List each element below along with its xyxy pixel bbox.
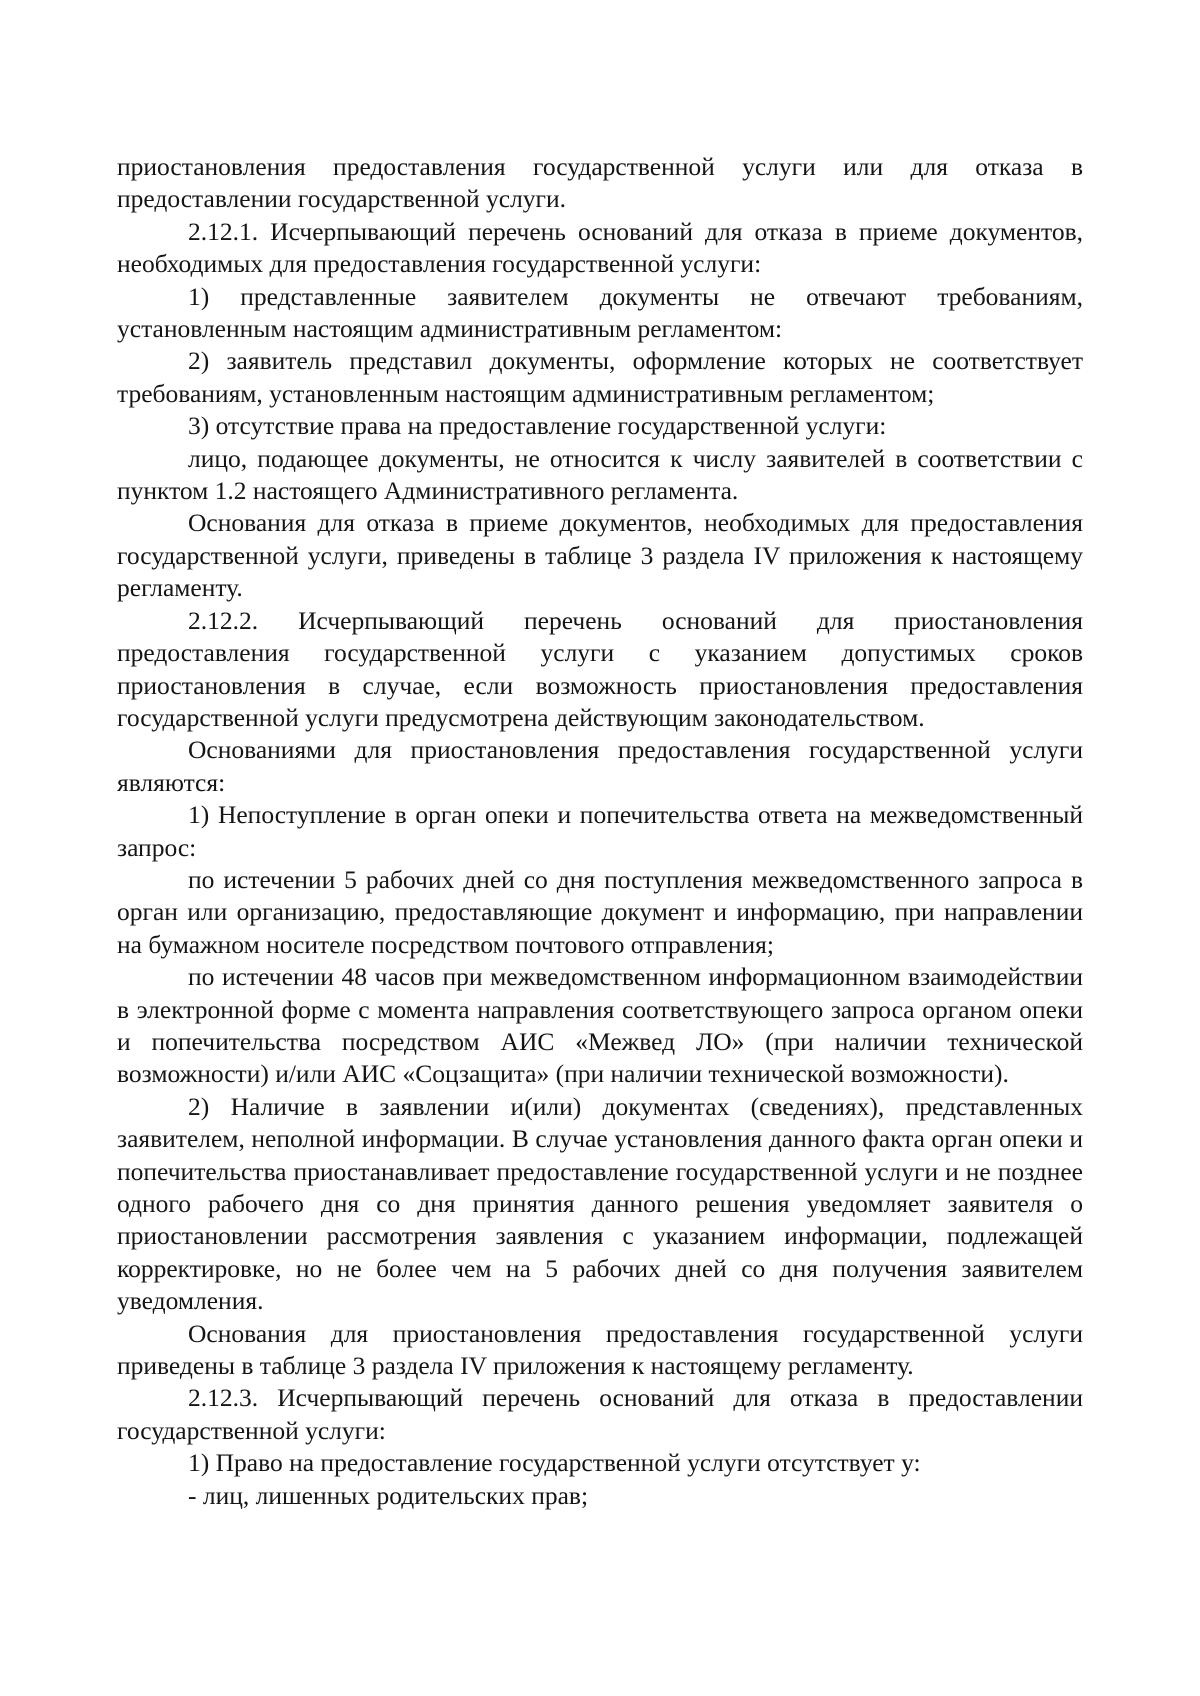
paragraph-2-12-3: 2.12.3. Исчерпывающий перечень оснований для отказа в предоставлении государственной услуги:: [117, 1383, 1083, 1445]
paragraph-paper-request: по истечении 5 рабочих дней со дня поступления межведомственного запроса в орган или организацию, предоставляющие документ и информацию, при направлении на бумажном носителе посредством почтового отправления;: [117, 864, 1083, 959]
paragraph-2-12-2: 2.12.2. Исчерпывающий перечень оснований для приостановления предоставления государственной услуги с указанием допустимых сроков приостановления в случае, если возможность приостановления предоставления государственной услуги предусмотрена действующим законодательством.: [117, 605, 1083, 732]
paragraph-suspension-grounds-intro: Основаниями для приостановления предоставления государственной услуги являются:: [117, 735, 1083, 797]
paragraph-refusal-grounds: Основания для отказа в приеме документов, необходимых для предоставления государственной услуги, приведены в таблице 3 раздела IV приложения к настоящему регламенту.: [117, 508, 1083, 603]
paragraph-2-12-1: 2.12.1. Исчерпывающий перечень оснований для отказа в приеме документов, необходимых для предоставления государственной услуги:: [117, 216, 1083, 279]
paragraph-dash-item: - лиц, лишенных родительских прав;: [188, 1480, 589, 1510]
document-page: [117, 151, 1083, 1512]
paragraph-suspension-item-1: 1) Непоступление в орган опеки и попечительства ответа на межведомственный запрос:: [117, 800, 1083, 862]
paragraph-list-item-2: 2) заявитель представил документы, оформление которых не соответствует требованиям, установленным настоящим административным регламентом;: [117, 346, 1083, 408]
paragraph-electronic-request: по истечении 48 часов при межведомственном информационном взаимодействии в электронной форме с момента направления соответствующего запроса органом опеки и попечительства посредством АИС «Межвед ЛО» (при наличии технической возможности) и/или АИС «Соцзащита» (при наличии технической возможности).: [117, 962, 1083, 1089]
paragraph-list-item-1: 1) представленные заявителем документы не отвечают требованиям, установленным настоящим административным регламентом:: [117, 281, 1083, 344]
paragraph-refusal-item-1: 1) Право на предоставление государственной услуги отсутствует у:: [188, 1448, 921, 1478]
paragraph-suspension-table-ref: Основания для приостановления предоставления государственной услуги приведены в таблице 3 раздела IV приложения к настоящему регламенту.: [117, 1318, 1083, 1381]
paragraph-list-item-3: 3) отсутствие права на предоставление государственной услуги:: [188, 411, 887, 441]
paragraph-applicant-note: лицо, подающее документы, не относится к числу заявителей в соответствии с пунктом 1.2 настоящего Административного регламента.: [117, 443, 1083, 506]
paragraph-suspension-item-2: 2) Наличие в заявлении и(или) документах (сведениях), представленных заявителем, неполной информации. В случае установления данного факта орган опеки и попечительства приостанавливает предоставление государственной услуги и не позднее одного рабочего дня со дня принятия данного решения уведомляет заявителя о приостановлении рассмотрения заявления с указанием информации, подлежащей корректировке, но не более чем на 5 рабочих дней со дня получения заявителем уведомления.: [117, 1091, 1083, 1316]
paragraph-continuation: приостановления предоставления государственной услуги или для отказа в предоставлении государственной услуги.: [117, 152, 1083, 214]
